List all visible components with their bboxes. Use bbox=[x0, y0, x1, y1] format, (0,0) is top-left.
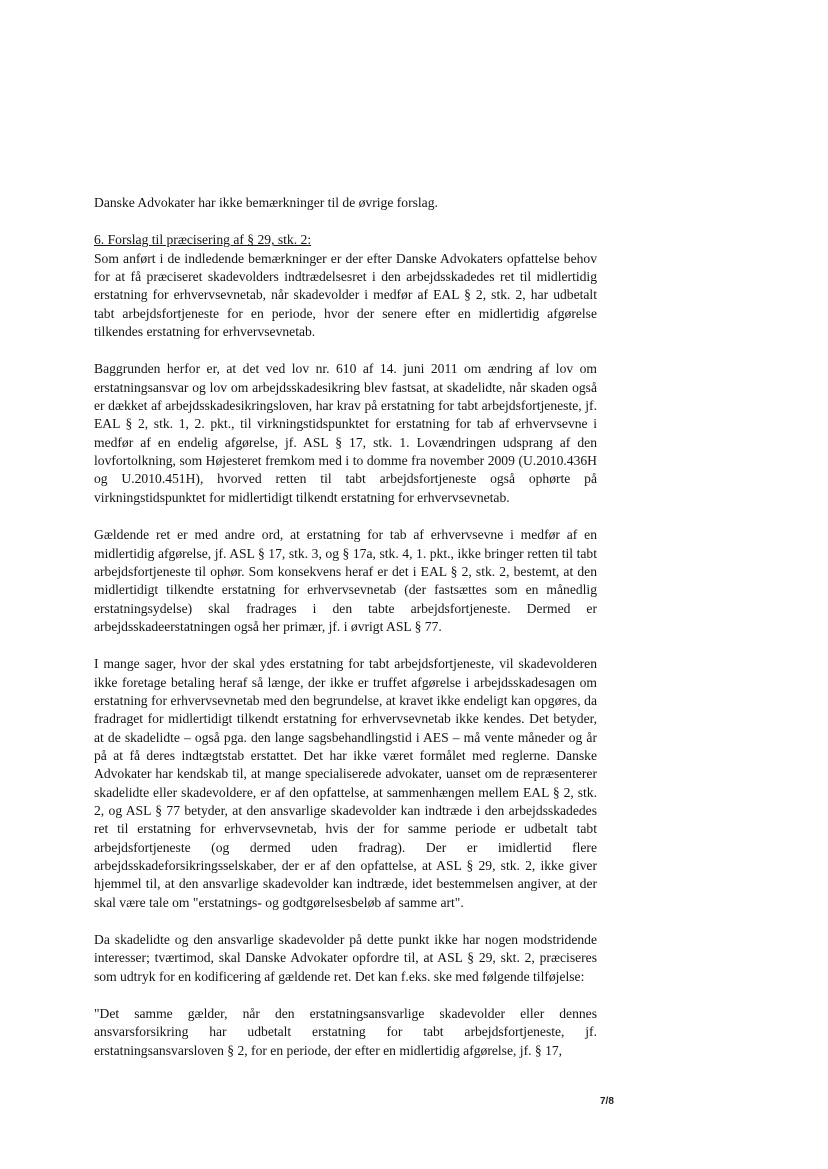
section-heading: 6. Forslag til præcisering af § 29, stk. 2: bbox=[94, 232, 312, 248]
intro-paragraph: Danske Advokater har ikke bemærkninger til de øvrige forslag. bbox=[94, 195, 438, 210]
paragraph-5: Da skadelidte og den ansvarlige skadevolder på dette punkt ikke har nogen modstridende interesser; tværtimod, skal Danske Advokater opfordre til, at ASL § 29, skt. 2, præciseres som udtryk for en kodificering af gældende ret. Det kan f.eks. ske med følgende tilføjelse: bbox=[94, 932, 597, 984]
paragraph-1: Som anført i de indledende bemærkninger er der efter Danske Advokaters opfattelse behov for at få præciseret skadevolders indtrædelsesret i den arbejdsskadedes ret til midlertidig erstatning for erhvervsevnetab, når skadevolder i medfør af EAL § 2, stk. 2, har udbetalt tabt arbejdsfortjeneste for en periode, hvor der senere efter en midlertidig afgørelse tilkendes erstatning for erhvervsevnetab. bbox=[94, 250, 597, 340]
paragraph-gap bbox=[94, 341, 597, 360]
paragraph-2: Baggrunden herfor er, at det ved lov nr. 610 af 14. juni 2011 om ændring af lov om erstatningsansvar og lov om arbejdsskadesikring blev fastsat, at skadelidte, når skaden også er dækket af arbejdsskadesikringsloven, har krav på erstatning for tabt arbejdsfortjeneste, jf. EAL § 2, stk. 1, 2. pkt., til virkningstidspunktet for erstatning for tab af erhvervsevne i medfør af en endelig afgørelse, jf. ASL § 17, stk. 1. Lovændringen udsprang af den lovfortolkning, som Højesteret fremkom med i to domme fra november 2009 (U.2010.436H og U.2010.451H), hvorved retten til tabt arbejdsfortjeneste også ophørte på virkningstidspunktet for midlertidigt tilkendt erstatning for erhvervsevnetab. bbox=[94, 361, 597, 505]
document-body bbox=[94, 194, 597, 1060]
paragraph-gap bbox=[94, 507, 597, 526]
paragraph-3: Gældende ret er med andre ord, at erstatning for tab af erhvervsevne i medfør af en midlertidig afgørelse, jf. ASL § 17, stk. 3, og § 17a, stk. 4, 1. pkt., ikke bringer retten til tabt arbejdsfortjeneste til ophør. Som konsekvens heraf er det i EAL § 2, stk. 2, bestemt, at den midlertidigt tilkendte erstatning for erhvervsevnetab (der fastsættes som en månedlig erstatningsydelse) skal fradrages i den tabte arbejdsfortjeneste. Dermed er arbejdsskadeerstatningen også her primær, jf. i øvrigt ASL § 77. bbox=[94, 527, 597, 634]
paragraph-4: I mange sager, hvor der skal ydes erstatning for tabt arbejdsfortjeneste, vil skadevolderen ikke foretage betaling heraf så længe, der ikke er truffet afgørelse i arbejdsskadesagen om erstatning for erhvervsevnetab med den begrundelse, at kravet ikke endeligt kan opgøres, da fradraget for midlertidigt tilkendt erstatning for erhvervsevnetab ikke kendes. Det betyder, at de skadelidte – også pga. den lange sagsbehandlingstid i AES – må vente måneder og år på at få deres indtægtstab erstattet. Det har ikke været formålet med reglerne. Danske Advokater har kendskab til, at mange specialiserede advokater, uanset om de repræsenterer skadelidte eller skadevoldere, er af den opfattelse, at sammenhængen mellem EAL § 2, stk. 2, og ASL § 77 betyder, at den ansvarlige skadevolder kan indtræde i den arbejdsskadedes ret til erstatning for erhvervsevnetab, hvis der for samme periode er udbetalt tabt arbejdsfortjeneste (og dermed uden fradrag). Der er imidlertid flere arbejdsskadeforsikringsselskaber, der er af den opfattelse, at ASL § 29, stk. 2, ikke giver hjemmel til, at den ansvarlige skadevolder kan indtræde, idet bestemmelsen angiver, at der skal være tale om "erstatnings- og godtgørelsesbeløb af samme art". bbox=[94, 656, 597, 910]
page-number: 7/8 bbox=[600, 1096, 614, 1107]
paragraph-gap bbox=[94, 986, 597, 1005]
paragraph-gap bbox=[94, 912, 597, 931]
paragraph-gap bbox=[94, 212, 597, 231]
paragraph-6: "Det samme gælder, når den erstatningsansvarlige skadevolder eller dennes ansvarsforsikring har udbetalt erstatning for tabt arbejdsfortjeneste, jf. erstatningsansvarsloven § 2, for en periode, der efter en midlertidig afgørelse, jf. § 17, bbox=[94, 1006, 597, 1058]
paragraph-gap bbox=[94, 636, 597, 655]
